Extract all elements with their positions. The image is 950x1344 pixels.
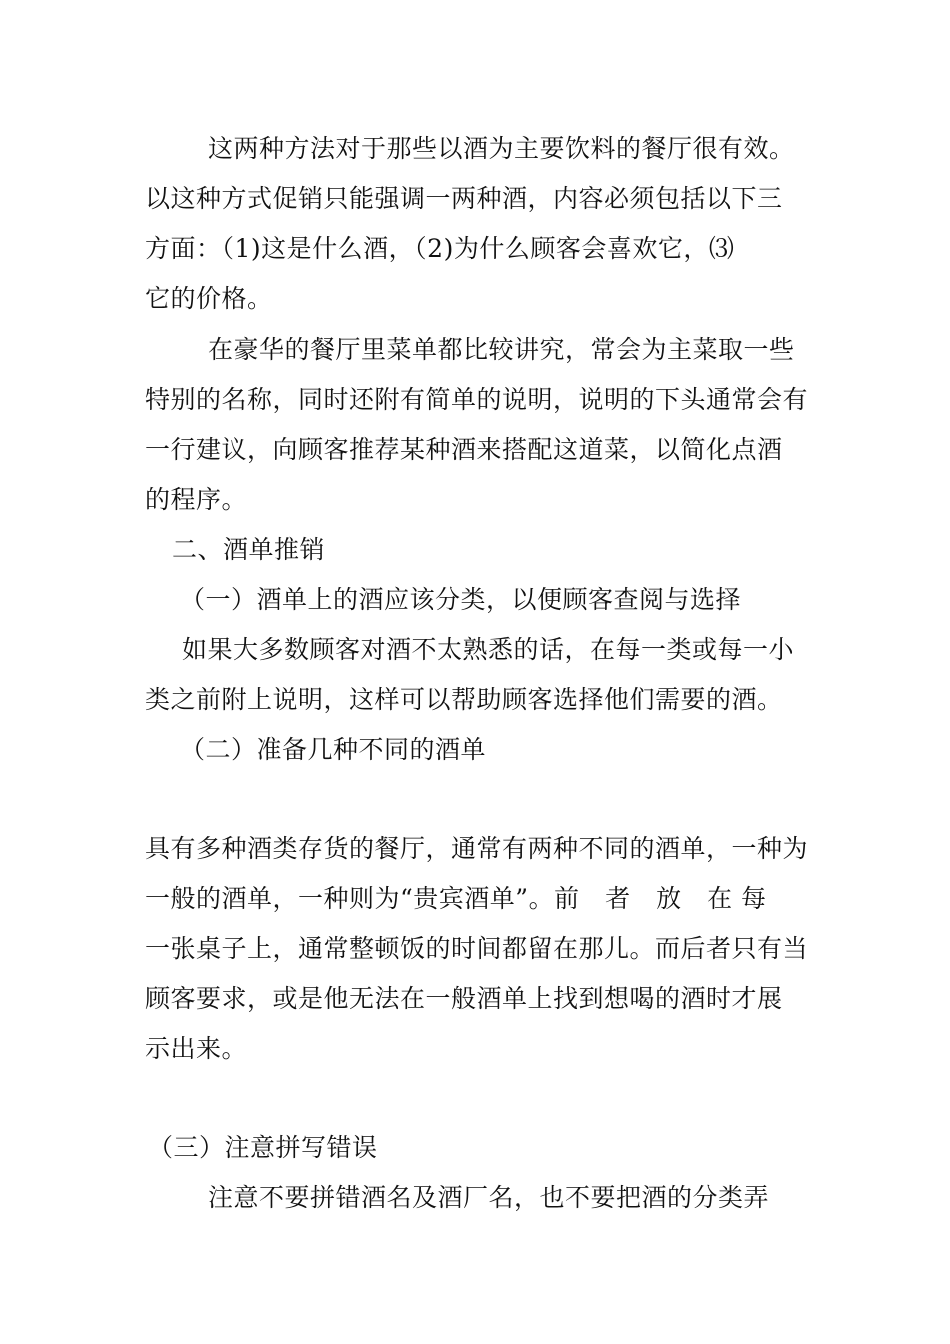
paragraph-line: 它的价格。: [145, 284, 273, 313]
subsection-heading: （二）准备几种不同的酒单: [180, 735, 487, 764]
paragraph-line: 在豪华的餐厅里菜单都比较讲究，常会为主菜取一些: [208, 335, 795, 364]
subsection-heading: （一）酒单上的酒应该分类，以便顾客查阅与选择: [180, 585, 742, 614]
paragraph-line: 的程序。: [145, 485, 248, 514]
paragraph-line: 类之前附上说明，这样可以帮助顾客选择他们需要的酒。: [145, 685, 783, 714]
paragraph-line: 一行建议，向顾客推荐某种酒来搭配这道菜，以简化点酒: [145, 435, 783, 464]
paragraph-line: 特别的名称，同时还附有简单的说明，说明的下头通常会有: [145, 385, 809, 414]
paragraph-line: 这两种方法对于那些以酒为主要饮料的餐厅很有效。: [208, 134, 795, 163]
section-heading: 二、酒单推销: [172, 535, 326, 564]
paragraph-line: 以这种方式促销只能强调一两种酒，内容必须包括以下三: [145, 184, 783, 213]
subsection-heading: （三）注意拼写错误: [148, 1133, 378, 1162]
paragraph-line: 一张桌子上，通常整顿饭的时间都留在那儿。而后者只有当: [145, 934, 809, 963]
paragraph-line: 一般的酒单，一种则为“贵宾酒单”。前 者 放 在 每: [145, 884, 767, 913]
paragraph-line: 具有多种酒类存货的餐厅，通常有两种不同的酒单，一种为: [145, 834, 809, 863]
paragraph-line: 注意不要拼错酒名及酒厂名，也不要把酒的分类弄: [208, 1183, 770, 1212]
paragraph-line: 如果大多数顾客对酒不太熟悉的话，在每一类或每一小: [182, 635, 795, 664]
paragraph-line: 方面：（1)这是什么酒，（2)为什么顾客会喜欢它，⑶: [145, 234, 735, 263]
paragraph-line: 示出来。: [145, 1034, 248, 1063]
paragraph-line: 顾客要求，或是他无法在一般酒单上找到想喝的酒时才展: [145, 984, 783, 1013]
